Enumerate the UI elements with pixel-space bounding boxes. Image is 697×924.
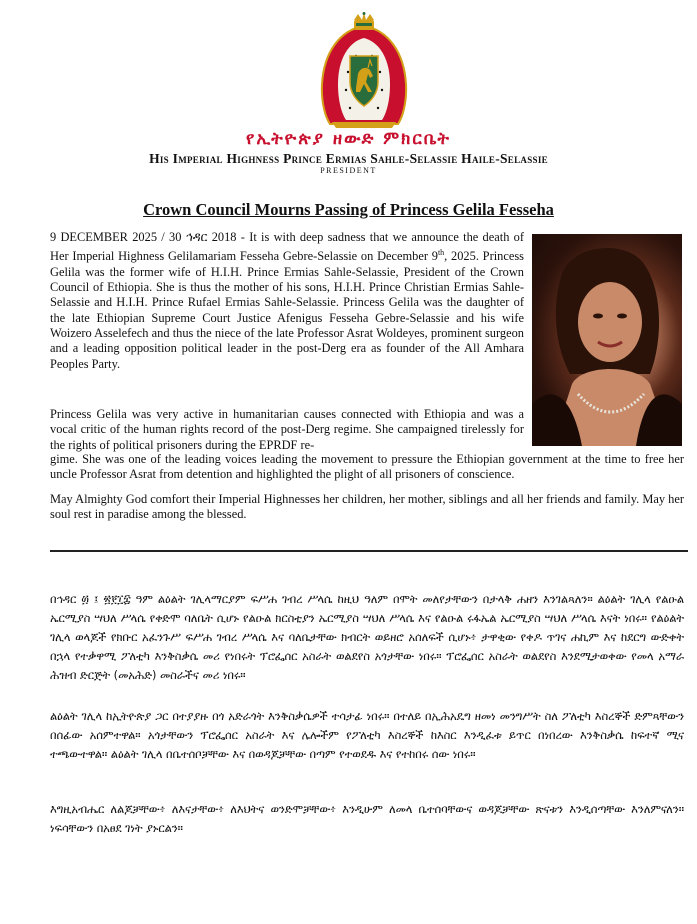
dateline: 9 DECEMBER 2025 / 30 ኅዳር 2018: [50, 230, 237, 244]
organization-title-amharic: የኢትዮጵያ ዘውድ ምክርቤት: [246, 129, 451, 149]
amharic-paragraph-2: ልዕልት ገሊላ ከኢትዮጵያ ጋር በተያያዙ በጎ አድራጎት እንቅስቃሴዎች ተሳታፊ ነበሩ። በተለይ በኢሕአዴግ ዘመነ መንግሥት ስለ ፖለቲካ እስረኞች ድምጻቸውን በሰፊው አሰምተዋል። አጎታቸውን ፕሮፌሰር አስራት እና ሌሎችም የፖለቲካ እስረኞች ከእስር እንዲፈቱ ይጥር በነበረው እንቅስቃሴ ከፍተኛ ሚና ተጫውተዋል። ልዕልት ገሊላ በቤተሰቦቻቸው እና በወዳጆቻቸው በጣም የተወደዱ እና የተከበሩ ሰው ነበሩ።: [50, 710, 684, 761]
princess-portrait-photo: [532, 234, 682, 446]
article-paragraph-1: [50, 230, 524, 372]
amharic-paragraph-1: በኅዳር ፴ ፤ ፳፻፲፰ ዓም ልዕልት ገሊላማርያም ፍሥሐ ገብረ ሥላሴ ከዚህ ዓለም በሞት መለየታቸውን በታላቅ ሐዘን እንገልጻለን። ልዕልት ገሊላ የልዑል ኤርሚያስ ሣህለ ሥላሴ የቀድሞ ባለቤት ሲሆኑ የልዑል ክርስቲያን ኤርሚያስ ሣህለ ሥላሴ እና የልዑል ሩፋኤል ኤርሚያስ ሣህለ ሥላሴ እናት ነበሩ። የልዕልት ገሊላ ወላጆች የክቡር አፈንጉሥ ፍሥሐ ገብረ ሥላሴ እና ባለቤታቸው ክብርት ወይዘሮ አሰለፍች ሲሆኑ፥ ታዋቂው የቀዶ ጥገና ሐኪም እና ከደርግ ውድቀት በኋላ የተቃዋሚ ፖለቲካ እንቅስቃሴ መሪ የነበሩት ፕሮፌሰር አስራት ወልደየስ አጎታቸው ነበሩ። ፕሮፌሰር አስራት ወልደየስ እንደሚታወቀው የመላ አማራ ሕዝብ ድርጅት (መአሕድ) መስራችና መሪ ነበሩ።: [50, 593, 684, 682]
imperial-coat-of-arms-icon: [318, 12, 410, 130]
office-holder-name: His Imperial Highness Prince Ermias Sahle-Selassie Haile-Selassie: [149, 151, 548, 166]
article-paragraph-4: May Almighty God comfort their Imperial Highnesses her children, her mother, siblings and all her friends and family. May her soul rest in paradise among the blessed.: [50, 492, 684, 522]
office-holder-role: PRESIDENT: [320, 166, 377, 175]
portrait-illustration: [532, 234, 682, 446]
paragraph-1-text-a: - It is with deep sadness that we announce the death of Her Imperial Highness Gelilamariam Fesseha Gebre-Selassie on December 9: [50, 230, 524, 264]
paragraph-1-text-b: , 2025. Princess Gelila was the former wife of H.I.H. Prince Ermias Sahle-Selassie, President of the Crown Council of Ethiopia. She is thus the mother of his sons, H.I.H. Prince Christian Ermias Sahle-Selassie and H.I.H. Prince Rufael Ermias Sahle-Selassie. Princess Gelila was the daughter of the late Ethiopian Supreme Court Justice Afenigus Fesseha Gebre-Selassie and his wife Woizero Asselefech and thus the niece of the late Professor Asrat Woldeyes, prominent surgeon and a leading opposition political leader in the post-Derg era as founder of the All Amhara Peoples Party.: [50, 249, 524, 371]
article-paragraph-3: gime. She was one of the leading voices leading the movement to pressure the Ethiopian government at the time to free her uncle Professor Asrat from detention and highlighted the plight of all prisoners of conscience.: [50, 452, 684, 482]
amharic-paragraph-3: እግዚአብሔር ለልጆቻቸው፥ ለእናታቸው፥ ለእህትና ወንድሞቻቸው፥ እንዲሁም ለመላ ቤተሰባቸውና ወዳጆቻቸው ጽናቱን እንዲሰጣቸው እንለምናለን። ነፍሳቸውን በአፀደ ገነት ያኑርልን።: [50, 803, 684, 835]
headline: Crown Council Mourns Passing of Princess Gelila Fesseha: [143, 200, 554, 219]
article-paragraph-2: Princess Gelila was very active in humanitarian causes connected with Ethiopia and was a vocal critic of the human rights record of the post-Derg regime. She campaigned tirelessly for the rights of political prisoners during the EPRDF re-: [50, 407, 524, 452]
section-divider: [50, 550, 688, 552]
paragraph-1-superscript: th: [437, 248, 445, 258]
